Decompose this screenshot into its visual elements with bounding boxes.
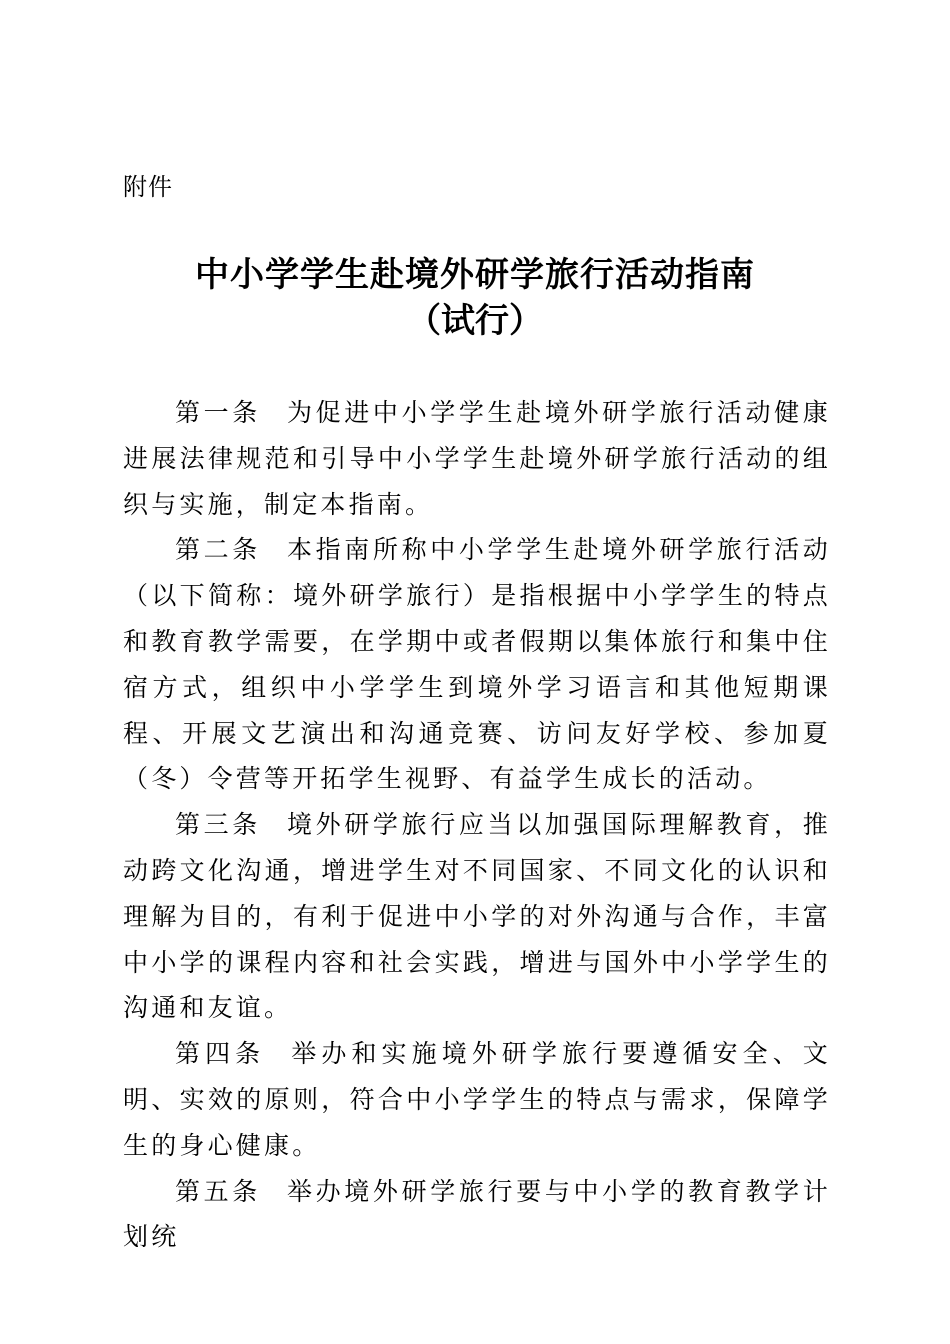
article-number: 第五条 [175, 1176, 261, 1206]
article-4 [123, 1031, 831, 1168]
article-text: 举办和实施境外研学旅行要遵循安全、文明、实效的原则，符合中小学学生的特点与需求，保障学生的身心健康。 [123, 1039, 831, 1160]
article-text: 举办境外研学旅行要与中小学的教育教学计划统 [123, 1176, 831, 1252]
document-title: 中小学学生赴境外研学旅行活动指南 [195, 255, 755, 295]
article-text: 本指南所称中小学学生赴境外研学旅行活动（以下简称：境外研学旅行）是指根据中小学学生的特点和教育教学需要，在学期中或者假期以集体旅行和集中住宿方式，组织中小学学生到境外学习语言和其他短期课程、开展文艺演出和沟通竞赛、访问友好学校、参加夏（冬）令营等开拓学生视野、有益学生成长的活动。 [123, 535, 831, 794]
article-3 [123, 802, 831, 1031]
article-number: 第四条 [175, 1039, 266, 1069]
article-text: 境外研学旅行应当以加强国际理解教育，推动跨文化沟通，增进学生对不同国家、不同文化的认识和理解为目的，有利于促进中小学的对外沟通与合作，丰富中小学的课程内容和社会实践，增进与国外中小学学生的沟通和友谊。 [123, 810, 831, 1023]
article-number: 第一条 [175, 398, 261, 427]
document-body [123, 390, 831, 1260]
attachment-label: 附件 [123, 173, 173, 201]
article-1 [123, 390, 831, 527]
article-number: 第二条 [175, 535, 261, 565]
article-2 [123, 527, 831, 802]
article-5 [123, 1169, 831, 1261]
document-subtitle: （试行） [407, 301, 543, 341]
article-text: 为促进中小学学生赴境外研学旅行活动健康进展法律规范和引导中小学学生赴境外研学旅行活动的组织与实施，制定本指南。 [123, 398, 831, 519]
article-number: 第三条 [175, 810, 261, 840]
